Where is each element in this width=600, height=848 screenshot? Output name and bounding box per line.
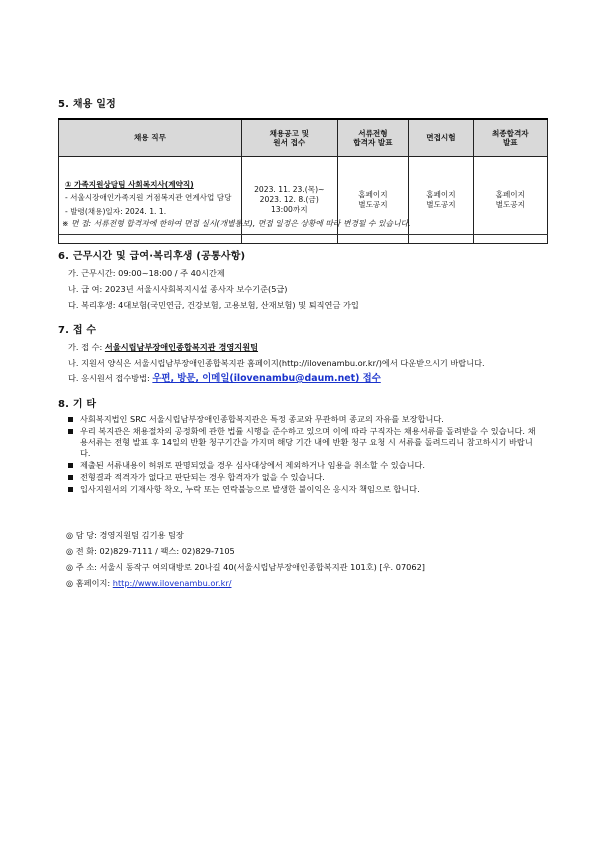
- period-start: 2023. 11. 23.(목)~: [254, 184, 325, 194]
- job-name: ① 가족지원상담팀 사회복지사(계약직): [65, 180, 194, 190]
- apply-place: 서울시립남부장애인종합복지관 경영지원팀: [104, 342, 259, 352]
- period-end: 2023. 12. 8.(금): [259, 194, 319, 204]
- benefits: 다. 복리후생: 4대보험(국민연금, 건강보험, 고용보험, 산재보험) 및 퇴직연금 가입: [68, 300, 359, 310]
- apply-method: 우편, 방문, 이메일(ilovenambu@daum.net) 접수: [152, 373, 381, 384]
- header-job: 채용 직무: [59, 119, 242, 157]
- square-bullet-icon: [68, 463, 73, 468]
- header-doc-result: 서류전형 합격자 발표: [337, 119, 409, 157]
- list-item-text: 제출된 서류내용이 허위로 판명되었을 경우 심사대상에서 제외하거나 임용을 취소할 수 있습니다.: [80, 460, 425, 471]
- contact-homepage: [66, 578, 231, 589]
- square-bullet-icon: [68, 475, 73, 480]
- salary: 나. 급 여: 2023년 서울시사회복지시설 종사자 보수기준(5급): [68, 284, 288, 294]
- doc-result-cell: 홈페이지 별도공지: [337, 157, 409, 244]
- section-title-schedule: 5. 채용 일정: [58, 99, 116, 110]
- section-title-apply: 7. 접 수: [58, 325, 97, 336]
- section-title-etc: 8. 기 타: [58, 399, 97, 410]
- interview-note: ※ 면 접: 서류전형 합격자에 한하여 면접 실시(개별통보), 면접 일정은 상황에 따라 변경될 수 있습니다.: [62, 219, 411, 228]
- interview-cell: 홈페이지 별도공지: [409, 157, 473, 244]
- square-bullet-icon: [68, 487, 73, 492]
- list-item-text: 사회복지법인 SRC 서울시립남부장애인종합복지관은 특정 종교와 무관하며 종교의 자유를 보장합니다.: [80, 414, 444, 424]
- list-item-text: 전형결과 적격자가 없다고 판단되는 경우 합격자가 없을 수 있습니다.: [80, 472, 325, 483]
- header-period: 채용공고 및 원서 접수: [241, 119, 337, 157]
- homepage-link[interactable]: http://www.ilovenambu.or.kr/: [112, 578, 232, 588]
- contact-manager: ◎ 담 당: 경영지원팀 김기용 팀장: [66, 530, 184, 540]
- contact-address: ◎ 주 소: 서울시 동작구 여의대방로 20나길 40(서울시립남부장애인종합복지관 101호) [우. 07062]: [66, 562, 426, 572]
- section-title-work: 6. 근무시간 및 급여·복리후생 (공통사항): [58, 251, 246, 262]
- header-interview: 면접시험: [409, 119, 473, 157]
- list-item-text: 우리 복지관은 채용절차의 공정화에 관한 법률 시행을 준수하고 있으며 이에 따라 구직자는 채용서류를 돌려받을 수 있습니다. 채용서류는 전형 발표 후 14일의 반환 청구기간을 가지며 해당 기간 내에 반환 청구 요청 시 서류를 돌려드리니 참고하시기 바랍니다.: [80, 426, 536, 459]
- list-item-text: 입사지원서의 기재사항 착오, 누락 또는 연락불능으로 발생한 불이익은 응시자 책임으로 합니다.: [80, 484, 420, 495]
- table-row: [59, 157, 548, 244]
- apply-method-line: [68, 373, 381, 386]
- list-item: [68, 414, 538, 425]
- square-bullet-icon: [68, 417, 73, 422]
- period-cell: [241, 157, 337, 244]
- apply-place-label: 가. 접 수:: [68, 342, 105, 352]
- job-cell: [59, 157, 242, 244]
- homepage-label: ◎ 홈페이지:: [66, 578, 113, 588]
- list-item: [68, 484, 538, 495]
- list-item: [68, 426, 538, 459]
- period-time: 13:00까지: [270, 205, 308, 215]
- square-bullet-icon: [68, 429, 73, 434]
- list-item: [68, 472, 538, 483]
- divider: [58, 234, 548, 235]
- header-final-result: 최종합격자 발표: [473, 119, 547, 157]
- contact-phone: ◎ 전 화: 02)829-7111 / 팩스: 02)829-7105: [66, 546, 235, 556]
- apply-method-label: 다. 응시원서 접수방법:: [68, 373, 153, 383]
- form-download-line: 나. 지원서 양식은 서울시립남부장애인종합복지관 홈페이지(http://ilovenambu.or.kr/)에서 다운받으시기 바랍니다.: [68, 358, 485, 368]
- etc-list: [68, 414, 538, 496]
- final-result-cell: 홈페이지 별도공지: [473, 157, 547, 244]
- list-item: [68, 460, 538, 471]
- apply-place-line: [68, 342, 258, 353]
- job-start-date: - 발령(채용)일자: 2024. 1. 1.: [65, 206, 167, 216]
- job-duty: - 서울시장애인가족지원 거점복지관 연계사업 담당: [65, 193, 232, 203]
- table-header-row: [59, 119, 548, 157]
- work-hours: 가. 근무시간: 09:00~18:00 / 주 40시간제: [68, 268, 225, 278]
